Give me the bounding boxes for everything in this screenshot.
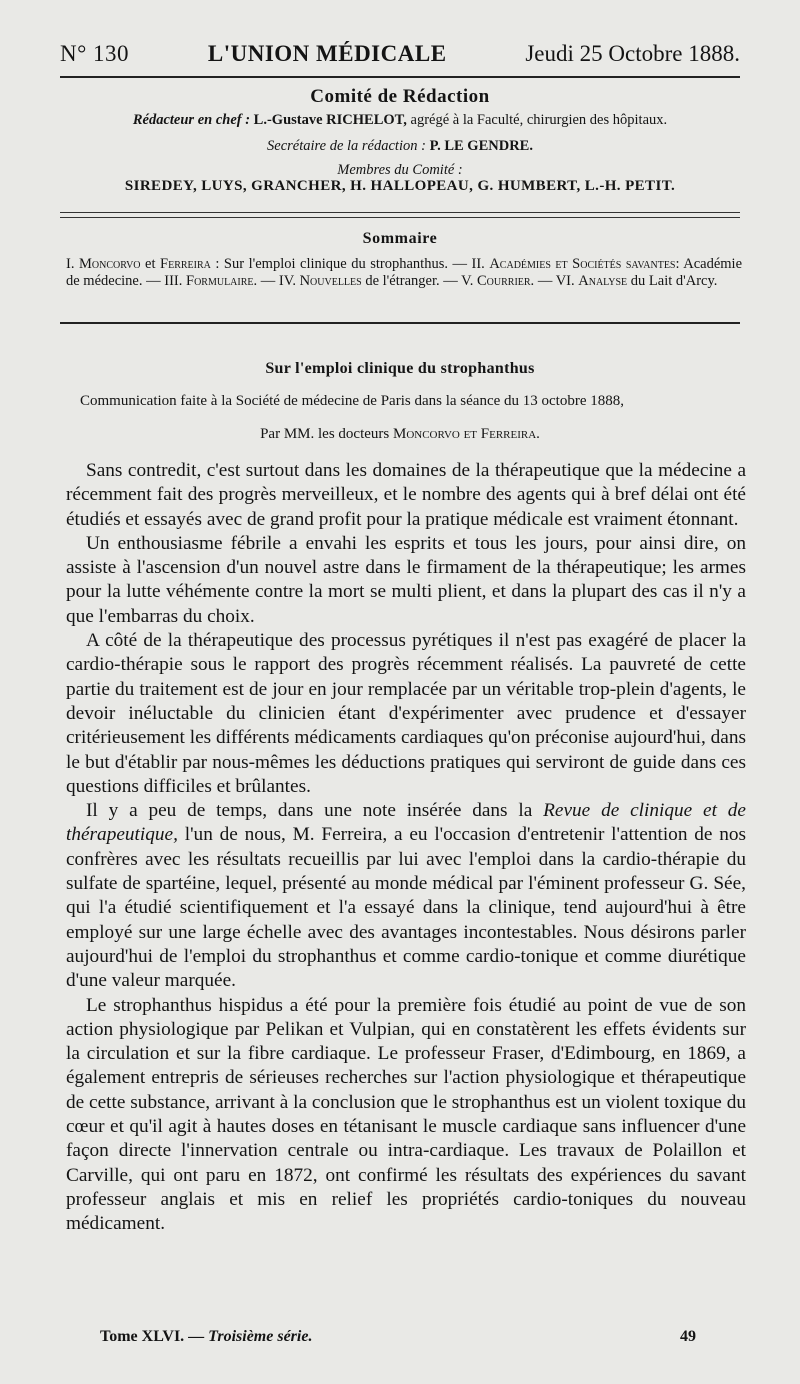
sommaire-text xyxy=(66,256,742,290)
sommaire-section: Courrier. xyxy=(476,273,535,289)
paragraph: A côté de la thérapeutique des processus pyrétiques il n'est pas exagéré de placer la cardio-thérapie sous le rapport des progrès récemment réalisés. La pauvreté de cette partie du traitement est de jour en jour remplacée par un véritable trop-plein d'agents, le devoir inéluctable du clinicien étant d'expérimenter avec prudence et d'essayer critérieusement les différents médicaments cardiaques qu'on préconise aujourd'hui, dans le but d'établir par nous-mêmes les déductions pratiques qui serviront de guide dans ces questions difficiles et brûlantes. xyxy=(66,630,746,797)
tome-label: Tome XLVI. xyxy=(100,1328,185,1345)
paragraph: Sans contredit, c'est surtout dans les domaines de la thérapeutique que la médecine a récemment fait des progrès merveilleux, et le nombre des agents qui à bref délai ont été étudiés et essayés avec de grand profit pour la pratique médicale est vraiment étonnant. xyxy=(66,460,746,530)
comite-title: Comité de Rédaction xyxy=(310,86,490,107)
membres-list: SIREDEY, LUYS, GRANCHER, H. HALLOPEAU, G. HUMBERT, L.-H. PETIT. xyxy=(124,178,676,194)
paragraph: Un enthousiasme fébrile a envahi les esprits et tous les jours, pour ainsi dire, on assiste à l'ascension d'un nouvel astre dans le firmament de la thérapeutique; les armes pour la lutte véhémente contre la mort se multi plient, et dans la plupart des cas il n'y a que l'embarras du choix. xyxy=(66,532,746,627)
header-rule xyxy=(60,76,740,78)
membres-label: Membres du Comité : xyxy=(337,162,463,178)
redacteur-name: L.-Gustave RICHELOT, xyxy=(253,112,407,128)
page-header xyxy=(60,34,740,74)
page-number: 49 xyxy=(680,1328,696,1345)
sommaire-entry: du Lait d'Arcy. xyxy=(630,273,718,289)
serie-label: Troisième série. xyxy=(208,1328,313,1345)
sommaire-rule xyxy=(60,322,740,324)
paragraph: Le strophanthus hispidus a été pour la première fois étudié au point de vue de son action physiologique par Pelikan et Vulpian, qui en constatèrent les effets évidents sur la circulation et sur la fibre cardiaque. Le professeur Fraser, d'Edimbourg, en 1869, a également entrepris de sérieuses recherches sur l'action physiologique et thérapeutique de cette substance, arrivant à la conclusion que le strophanthus est un violent toxique du cœur et qu'il agit à hautes doses en tétanisant le muscle cardiaque sans influencer d'une façon directe l'innervation centrale ou intra-cardiaque. Les travaux de Polaillon et Carville, qui ont paru en 1872, ont confirmé les résultats des expériences du savant professeur anglais et mis en relief les propriétés cardio-toniques du nouveau médicament. xyxy=(66,994,746,1235)
sommaire-entry: de l'étranger. — xyxy=(365,273,458,289)
secretaire-line xyxy=(60,138,740,155)
paragraph-text: l'un de nous, M. Ferreira, a eu l'occasion d'entretenir l'attention de nos confrères avec les résultats recueillis par lui avec l'emploi dans la cardio-thérapie du sulfate de spartéine, lequel, présenté au monde médical par l'éminent professeur G. Sée, qui l'a étudié scientifiquement et l'a essayé dans la clinique, tend aujourd'hui à être employé sur une large échelle avec des avantages incontestables. Nous désirons parler aujourd'hui de l'emploi du strophanthus et comme cardio-tonique et comme diurétique d'une valeur marquée. xyxy=(66,824,747,992)
sommaire-num: V. xyxy=(461,273,474,289)
article-byline xyxy=(60,426,740,443)
page-footer xyxy=(100,1328,696,1346)
sommaire-section: Académies et Sociétés savantes xyxy=(489,256,676,272)
sommaire-title: Sommaire xyxy=(362,230,438,247)
communication-note: Communication faite à la Société de médecine de Paris dans la séance du 13 octobre 1888, xyxy=(80,393,624,409)
redacteur-line xyxy=(60,112,740,129)
sommaire-section: Analyse xyxy=(578,273,628,289)
sommaire-section: Nouvelles xyxy=(299,273,362,289)
sommaire-section: Formulaire. xyxy=(186,273,258,289)
issue-number: N° 130 xyxy=(60,41,130,66)
journal-title: L'UNION MÉDICALE xyxy=(207,41,447,66)
sommaire-author: Moncorvo xyxy=(78,256,141,272)
article-title: Sur l'emploi clinique du strophanthus xyxy=(265,360,535,377)
sommaire-num: II. xyxy=(471,256,485,272)
footer-volume xyxy=(100,1328,312,1346)
byline-authors: Moncorvo et Ferreira. xyxy=(392,426,540,442)
sommaire-dash: — xyxy=(260,273,276,289)
sommaire-author: Ferreira xyxy=(160,256,211,272)
sommaire-num: III. xyxy=(164,273,183,289)
byline-prefix: Par MM. les docteurs xyxy=(260,426,390,442)
paragraph-text: Il y a peu de temps, dans une note insérée dans la xyxy=(86,800,533,822)
redacteur-desc: agrégé à la Faculté, chirurgien des hôpitaux. xyxy=(410,112,668,128)
double-rule-bottom xyxy=(60,217,740,218)
sommaire-num: VI. xyxy=(555,273,575,289)
secretaire-label: Secrétaire de la rédaction : xyxy=(267,138,426,154)
sommaire-conj: et xyxy=(145,256,156,272)
journal-reference: Revue de clinique et de thérapeutique, xyxy=(66,800,746,846)
redacteur-label: Rédacteur en chef : xyxy=(132,112,251,128)
sommaire-entry: : Sur l'emploi clinique du strophanthus. — xyxy=(215,256,467,272)
sommaire-entry: : Académie de médecine. — xyxy=(66,256,743,289)
issue-date: Jeudi 25 Octobre 1888. xyxy=(525,41,740,66)
secretaire-name: P. LE GENDRE. xyxy=(429,138,533,154)
footer-dash: — xyxy=(188,1328,205,1345)
article-body xyxy=(66,459,746,1237)
sommaire-num: I. xyxy=(66,256,75,272)
paragraph xyxy=(66,799,746,993)
double-rule-top xyxy=(60,212,740,213)
sommaire-num: IV. xyxy=(278,273,296,289)
sommaire-dash: — xyxy=(537,273,553,289)
